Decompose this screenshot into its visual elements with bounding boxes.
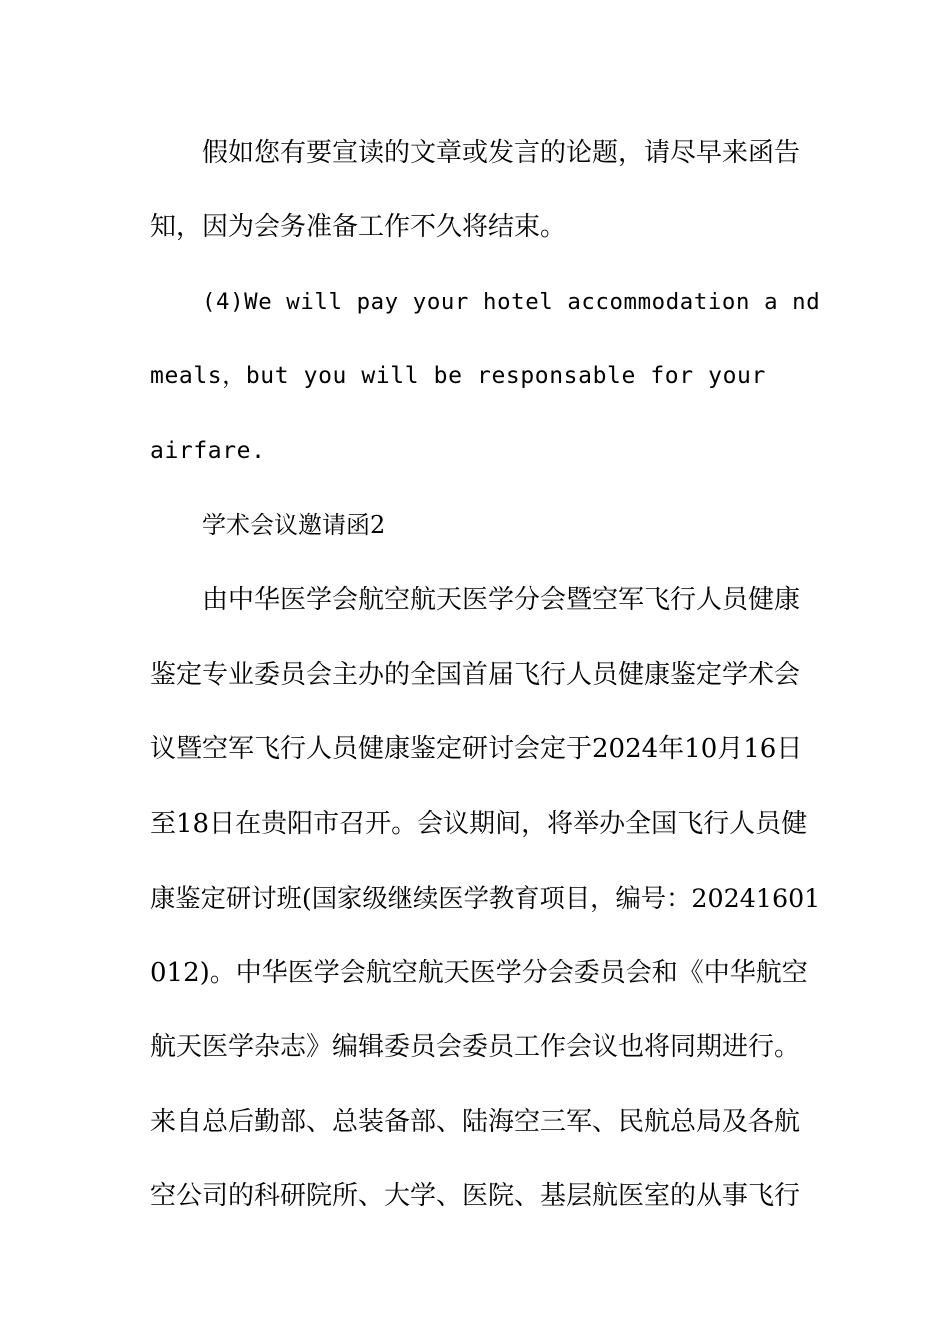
paragraph-line: meals，but you will be responsable for your bbox=[150, 363, 766, 389]
paragraph-line: 012)。中华医学会航空航天医学分会委员会和《中华航空 bbox=[150, 958, 808, 988]
paragraph-line: 鉴定专业委员会主办的全国首届飞行人员健康鉴定学术会 bbox=[150, 660, 801, 690]
paragraph-line: 空公司的科研院所、大学、医院、基层航医室的从事飞行 bbox=[150, 1181, 801, 1211]
paragraph-line: 议暨空军飞行人员健康鉴定研讨会定于2024年10月16日 bbox=[150, 734, 803, 764]
paragraph-line: 航天医学杂志》编辑委员会委员工作会议也将同期进行。 bbox=[150, 1032, 801, 1062]
paragraph-line: 来自总后勤部、总装备部、陆海空三军、民航总局及各航 bbox=[150, 1107, 801, 1137]
paragraph-line: airfare. bbox=[150, 438, 266, 464]
paragraph-line: 由中华医学会航空航天医学分会暨空军飞行人员健康 bbox=[202, 585, 801, 615]
paragraph-line: 至18日在贵阳市召开。会议期间，将举办全国飞行人员健 bbox=[150, 809, 808, 839]
paragraph-line: 康鉴定研讨班(国家级继续医学教育项目，编号：20241601 bbox=[150, 883, 821, 913]
paragraph-line: 知，因为会务准备工作不久将结束。 bbox=[150, 212, 567, 242]
section-heading: 学术会议邀请函2 bbox=[202, 511, 386, 539]
paragraph-line: 假如您有要宣读的文章或发言的论题，请尽早来函告 bbox=[202, 138, 801, 168]
paragraph-line: (4)We will pay your hotel accommodation a nd bbox=[202, 289, 821, 315]
